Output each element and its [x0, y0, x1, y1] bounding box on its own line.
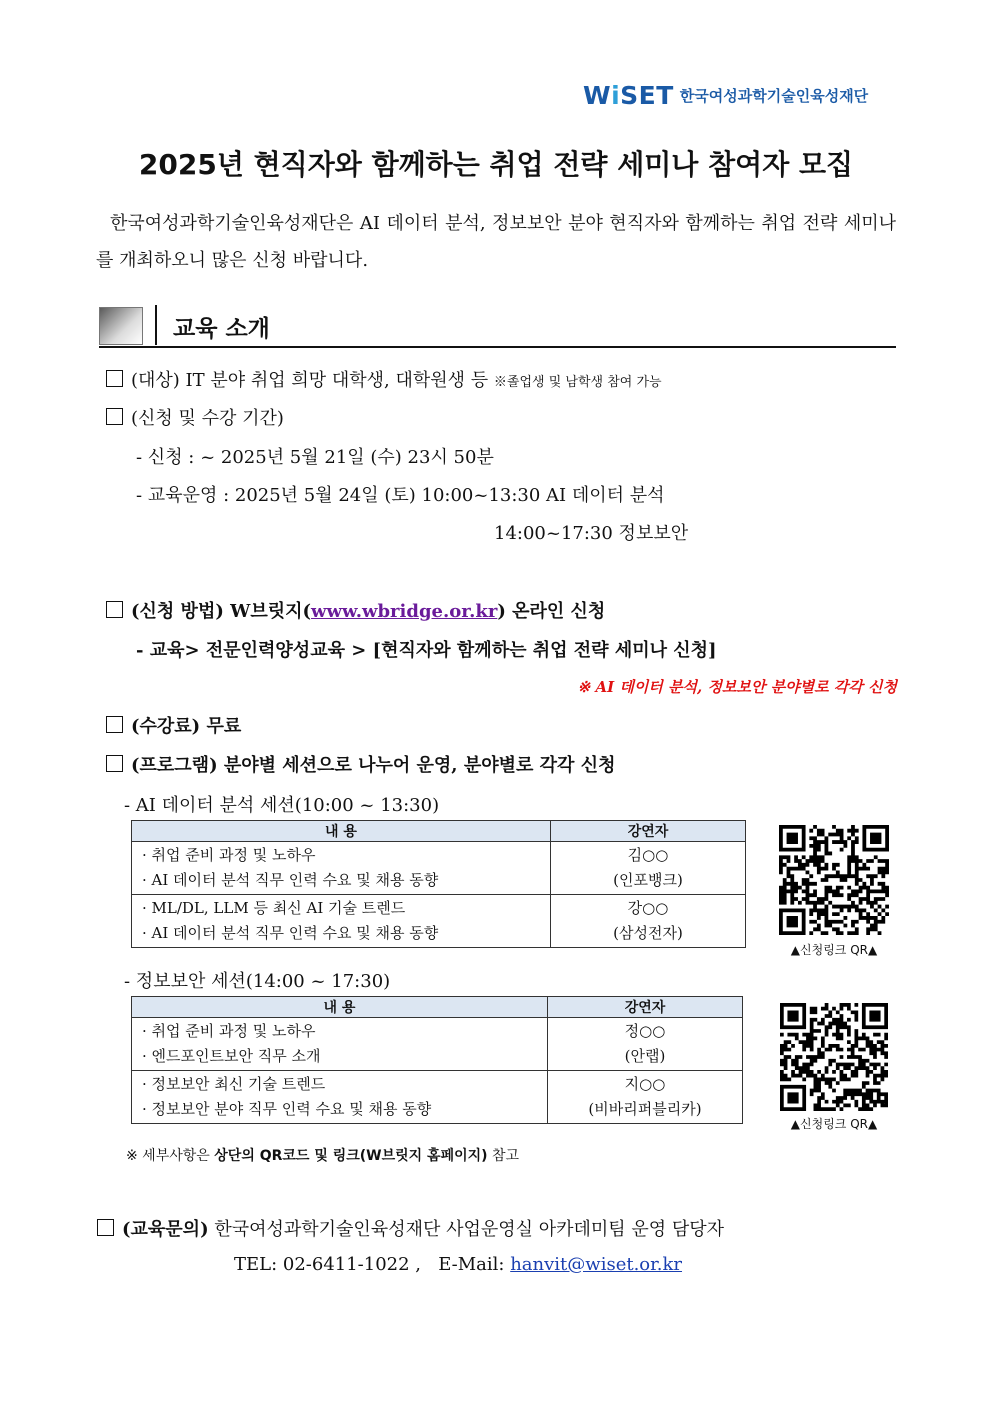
checkbox-icon	[106, 755, 123, 772]
session-ai-title: - AI 데이터 분석 세션(10:00 ~ 13:30)	[124, 795, 440, 816]
checkbox-icon	[106, 370, 123, 387]
logo-mark: WiSET	[583, 80, 674, 110]
method-path: - 교육> 전문인력양성교육 > [현직자와 함께하는 취업 전략 세미나 신청]	[136, 640, 717, 661]
section-title: 교육 소개	[173, 316, 270, 342]
session-sec-title: - 정보보안 세션(14:00 ~ 17:30)	[124, 971, 391, 992]
section-rule	[99, 346, 896, 348]
method-item: (신청 방법) W브릿지(www.wbridge.or.kr) 온라인 신청	[106, 597, 605, 623]
table-row: · 취업 준비 과정 및 노하우 · 엔드포인트보안 직무 소개 정○○ (안랩)	[132, 1018, 743, 1071]
apply-period: - 신청 : ~ 2025년 5월 21일 (수) 23시 50분	[136, 447, 494, 468]
qr-ai[interactable]	[779, 825, 889, 958]
qr-code-icon[interactable]	[780, 1003, 888, 1111]
section-marker-icon	[99, 307, 143, 345]
fee-item: (수강료) 무료	[106, 712, 241, 738]
edu-schedule-security: 14:00~17:30 정보보안	[494, 523, 689, 544]
qr-caption: ▲신청링크 QR▲	[790, 943, 878, 957]
edu-schedule-ai: - 교육운영 : 2025년 5월 24일 (토) 10:00~13:30 AI 데이터 분석	[136, 485, 665, 506]
tel: TEL: 02-6411-1022 ,	[234, 1254, 422, 1275]
period-heading: (신청 및 수강 기간)	[106, 404, 284, 430]
checkbox-icon	[106, 716, 123, 733]
qr-security[interactable]	[780, 1003, 888, 1132]
table-row: · 취업 준비 과정 및 노하우 · AI 데이터 분석 직무 인력 수요 및 채용 동향 김○○ (인포뱅크)	[132, 842, 746, 895]
contact-item: (교육문의) 한국여성과학기술인육성재단 사업운영실 아카데미팀 운영 담당자	[97, 1215, 724, 1241]
checkbox-icon	[97, 1219, 114, 1236]
contact-line: TEL: 02-6411-1022 , E-Mail: hanvit@wiset.or.kr	[234, 1254, 683, 1275]
qr-caption: ▲신청링크 QR▲	[790, 1117, 878, 1131]
email-link[interactable]: hanvit@wiset.or.kr	[510, 1254, 683, 1275]
qr-code-icon[interactable]	[779, 825, 889, 935]
target-note: ※졸업생 및 남학생 참여 가능	[493, 375, 662, 390]
wbridge-link[interactable]: www.wbridge.or.kr	[311, 601, 498, 622]
col-content: 내 용	[132, 997, 548, 1018]
table-row: · ML/DL, LLM 등 최신 AI 기술 트렌드 · AI 데이터 분석 직무 인력 수요 및 채용 동향 강○○ (삼성전자)	[132, 895, 746, 948]
program-item: (프로그램) 분야별 세션으로 나누어 운영, 분야별로 각각 신청	[106, 751, 615, 777]
org-name: 한국여성과학기술인육성재단	[679, 86, 869, 105]
col-speaker: 강연자	[551, 821, 746, 842]
session-ai-table	[131, 820, 746, 948]
table-row: · 정보보안 최신 기술 트렌드 · 정보보안 분야 직무 인력 수요 및 채용 동향 지○○ (비바리퍼블리카)	[132, 1071, 743, 1124]
target-item: (대상) IT 분야 취업 희망 대학생, 대학원생 등 ※졸업생 및 남학생 참여 가능	[106, 366, 662, 392]
intro-paragraph: 한국여성과학기술인육성재단은 AI 데이터 분석, 정보보안 분야 현직자와 함께하는 취업 전략 세미나를 개최하오니 많은 신청 바랍니다.	[96, 213, 896, 271]
section-divider	[155, 305, 157, 345]
checkbox-icon	[106, 601, 123, 618]
wiset-logo	[583, 78, 868, 112]
method-note: ※ AI 데이터 분석, 정보보안 분야별로 각각 신청	[577, 678, 897, 696]
col-content: 내 용	[132, 821, 551, 842]
checkbox-icon	[106, 408, 123, 425]
page-title: 2025년 현직자와 함께하는 취업 전략 세미나 참여자 모집	[138, 148, 854, 181]
col-speaker: 강연자	[548, 997, 743, 1018]
session-sec-table	[131, 996, 743, 1124]
footnote: ※ 세부사항은 상단의 QR코드 및 링크(W브릿지 홈페이지) 참고	[126, 1148, 520, 1164]
